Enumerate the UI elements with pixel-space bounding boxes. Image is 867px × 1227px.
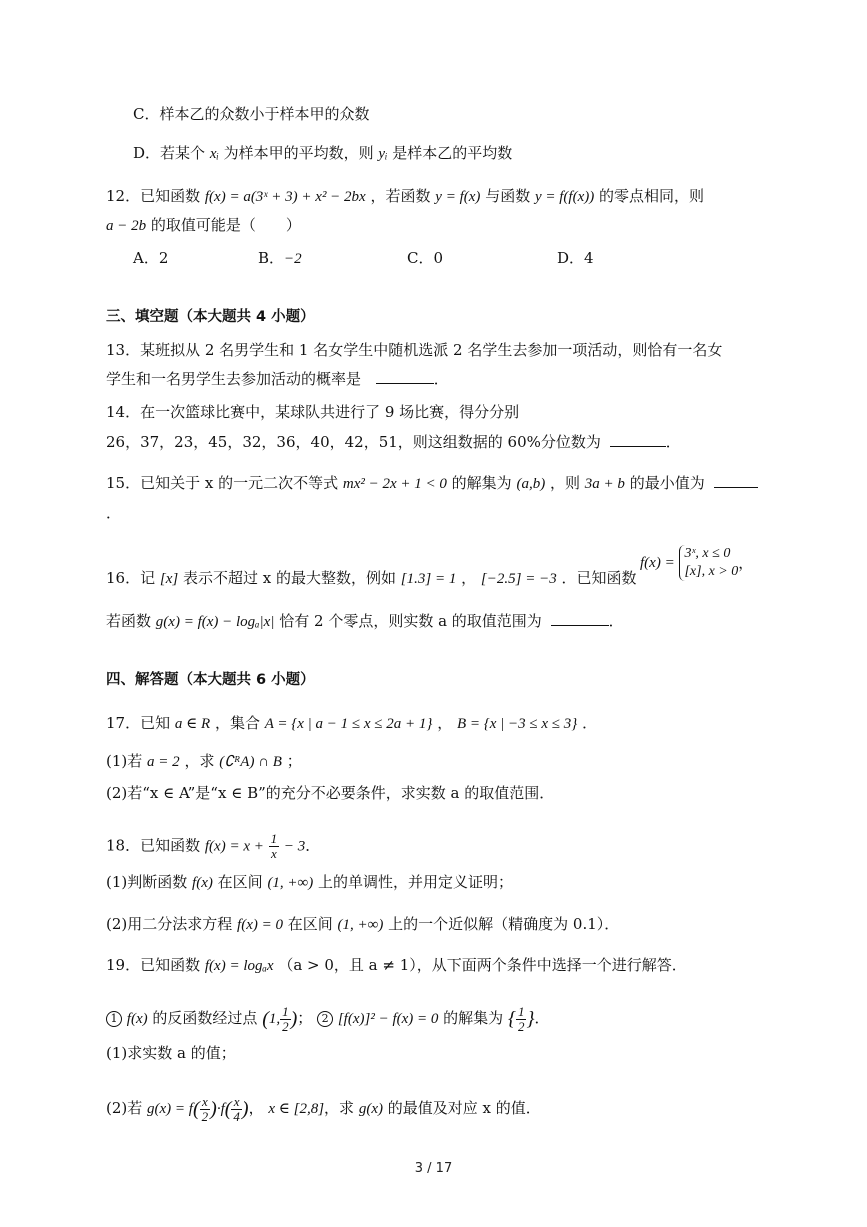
q11-option-d: D．若某个 xᵢ 为样本甲的平均数，则 yᵢ 是样本乙的平均数 [133, 144, 513, 162]
q13-answer-blank[interactable] [376, 369, 434, 384]
q19-stem: 19．已知函数 f(x) = logₐx （a > 0，且 a ≠ 1），从下面两个条件中选择一个进行解答． [106, 956, 687, 974]
q14-line2: 26，37，23，45，32，36，40，42，51，则这组数据的 60%分位数为 ． [106, 433, 681, 451]
q16-answer-blank[interactable] [551, 611, 609, 626]
q12-option-a: A．2 [133, 249, 169, 267]
circled-one: 1 [106, 1011, 122, 1027]
q17-stem: 17．已知 a ∈ R ，集合 A = {x | a − 1 ≤ x ≤ 2a + 1} ， B = {x | −3 ≤ x ≤ 3} ． [106, 714, 598, 732]
q17-part2: (2)若“x ∈ A”是“x ∈ B”的充分不必要条件，求实数 a 的取值范围． [106, 784, 555, 802]
q15-period: ． [106, 504, 122, 522]
q18-part1: (1)判断函数 f(x) 在区间 (1, +∞) 上的单调性，并用定义证明； [106, 873, 514, 891]
q14-line1: 14．在一次篮球比赛中，某球队共进行了 9 场比赛，得分分别 [106, 403, 520, 421]
q12-stem-line1: 12．已知函数 f(x) = a(3ˣ + 3) + x² − 2bx ，若函数 y = f(x) 与函数 y = f(f(x)) 的零点相同，则 [106, 187, 705, 205]
q12-stem-line2: a − 2b 的取值可能是（ ） [106, 216, 301, 234]
q19-conditions: 1 f(x) 的反函数经过点 (1, $\frac{1}{2}$ )； 2 [f(x)]² − f(x) = 0 的解集为 { $\frac{1}{2}$ }． [106, 1001, 549, 1036]
q16-line2: 若函数 g(x) = f(x) − logₐ|x| 恰有 2 个零点，则实数 a 的取值范围为 ． [106, 612, 624, 630]
q18-part2: (2)用二分法求方程 f(x) = 0 在区间 (1, +∞) 上的一个近似解（精确度为 0.1）． [106, 915, 620, 933]
q12-option-b: B．−2 [258, 249, 302, 267]
q19-part1: (1)求实数 a 的值； [106, 1044, 236, 1062]
q19-part2: (2)若 g(x) = f( $\frac{x}{2}$ )·f( $\frac{x}{4}$ )， x ∈ [2,8]，求 g(x) 的最值及对应 x 的值． [106, 1093, 541, 1124]
q15-line1: 15．已知关于 x 的一元二次不等式 mx² − 2x + 1 < 0 的解集为 (a,b) ，则 3a + b 的最小值为 [106, 473, 758, 494]
q18-stem: 18．已知函数 f(x) = x + $\frac{1}{x}$ − 3． [106, 831, 321, 861]
section-4-heading: 四、解答题（本大题共 6 小题） [106, 672, 315, 688]
q12-option-d: D．4 [557, 249, 594, 267]
page-number: 3 / 17 [414, 1161, 453, 1176]
q16-line1: 16．记 [x] 表示不超过 x 的最大整数，例如 [1.3] = 1 ， [−2.5] = −3 ．已知函数 [106, 569, 637, 587]
q14-answer-blank[interactable] [610, 432, 666, 447]
q13-line1: 13．某班拟从 2 名男学生和 1 名女学生中随机选派 2 名学生去参加一项活动，则恰有一名女 [106, 341, 723, 359]
q17-part1: (1)若 a = 2 ，求 (∁ᴿA) ∩ B ； [106, 752, 302, 770]
circled-two: 2 [317, 1011, 333, 1027]
q13-line2: 学生和一名男学生去参加活动的概率是 ． [106, 370, 449, 388]
q15-answer-blank[interactable] [714, 473, 758, 488]
q18-fraction: $\frac{1}{x}$ [270, 831, 278, 861]
q16-piecewise-function: f(x) = 3ˣ, x ≤ 0 [x], x > 0 ， [640, 546, 754, 579]
q11-option-c: C．样本乙的众数小于样本甲的众数 [133, 105, 370, 123]
section-3-heading: 三、填空题（本大题共 4 小题） [106, 309, 315, 325]
q12-option-c: C．0 [407, 249, 444, 267]
